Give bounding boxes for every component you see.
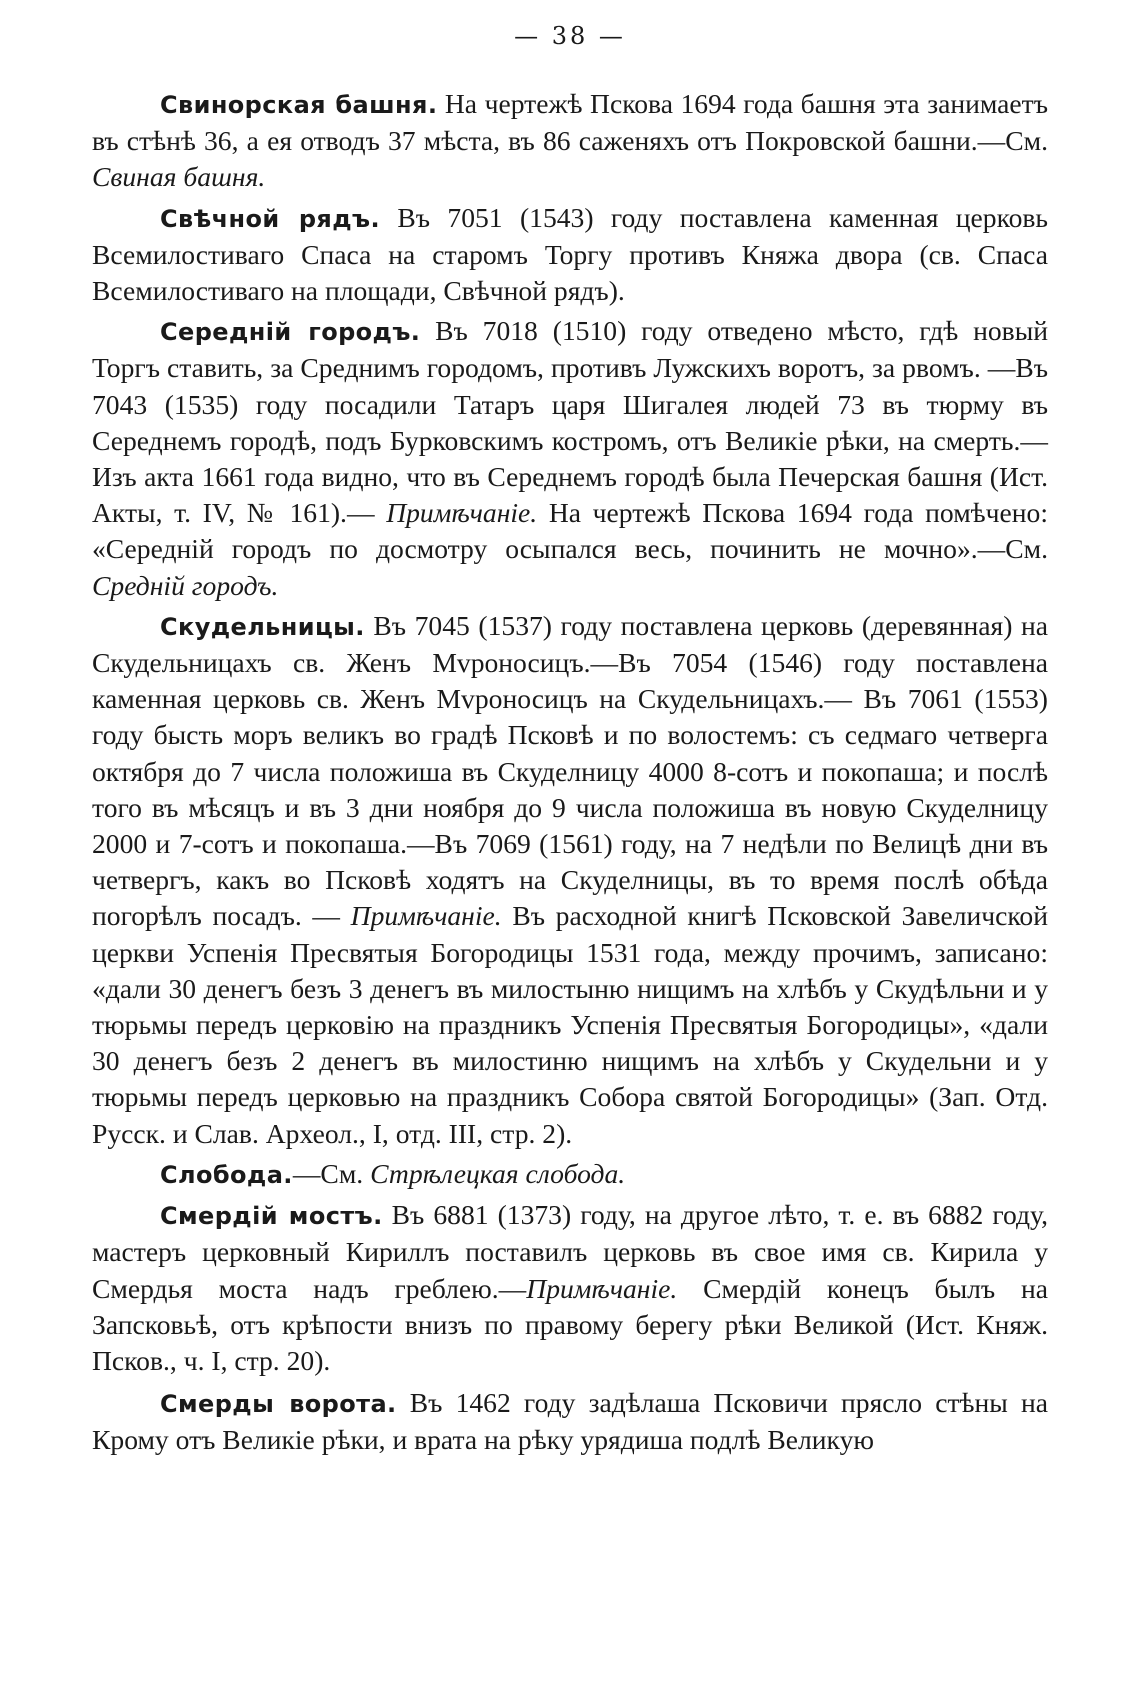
page-number: — 38 — (514, 22, 626, 50)
entry-smerdiy-most (92, 1197, 1048, 1379)
note-label: Примѣчаніе. (526, 1272, 678, 1304)
entry-heading: Скудельницы. (160, 612, 365, 641)
note-label: Примѣчаніе. (350, 900, 502, 932)
cross-reference: Стрѣлецкая слобода. (370, 1157, 626, 1189)
entry-text: Смердій конецъ былъ на Запсковьѣ, отъ крѣпости внизъ по правому берегу рѣки Великой (Ист. Княж. Псков., ч. I, стр. 20). (92, 1272, 1048, 1376)
entry-text: Въ 6881 (1373) году, на другое лѣто, т. е. въ 6882 году, мастеръ церковный Кириллъ поставилъ церковь въ свое имя св. Кирила у Смердья моста надъ греблею.— (92, 1199, 1048, 1304)
entry-smerdy-vorota (92, 1385, 1048, 1458)
entry-seredniy-gorod (92, 313, 1048, 604)
cross-reference: Свиная башня. (92, 161, 266, 193)
entry-heading: Свѣчной рядъ. (160, 204, 380, 233)
cross-reference: Средній городъ. (92, 569, 279, 601)
entry-heading: Свинорская башня. (160, 91, 438, 119)
entry-svechnoy-ryad (92, 200, 1048, 310)
entry-text: На чертежѣ Пскова 1694 года помѣчено: «Середній городъ по досмотру осыпался весь, починить не мочно».—См. (92, 497, 1049, 565)
entry-heading: Середній городъ. (160, 318, 421, 347)
entry-heading: Слобода. (160, 1160, 293, 1189)
entry-sloboda (92, 1156, 1048, 1193)
entry-skudelnitsy (92, 608, 1048, 1152)
entry-text: Въ 1462 году задѣлаша Псковичи прясло стѣны на Крому отъ Великіе рѣки, и врата на рѣку урядиша подлѣ Великую (92, 1387, 1049, 1456)
entry-text: Въ расходной книгѣ Псковской Завеличской церкви Успенія Пресвятыя Богородицы 1531 года, между прочимъ, записано: «дали 30 денегъ безъ 3 денегъ въ милостыню нищимъ на хлѣбъ у Скудѣльни и у тюрьмы передъ церковію на праздникъ Успенія Пресвятыя Богородицы», «дали 30 денегъ безъ 2 денегъ въ милостиню нищимъ на хлѣбъ у Скудельни и у тюрьмы передъ церковью на праздникъ Собора святой Богородицы» (Зап. Отд. Русск. и Слав. Археол., I, отд. III, стр. 2). (92, 900, 1048, 1149)
note-label: Примѣчаніе. (386, 497, 538, 529)
entry-heading: Смерды ворота. (160, 1390, 397, 1419)
entry-text: Въ 7051 (1543) году поставлена каменная церковь Всемилостиваго Спаса на старомъ Торгу противъ Княжа двора (св. Спаса Всемилостиваго на площади, Свѣчной рядъ). (92, 201, 1048, 307)
entry-text: Въ 7045 (1537) году поставлена церковь (деревянная) на Скудельницахъ св. Женъ Мvроносицъ.—Въ 7054 (1546) году поставлена каменная церковь св. Женъ Мvроносицъ на Скудельницахъ.— Въ 7061 (1553) году бысть моръ великъ во градѣ Псковѣ и по волостемъ: съ седмаго четверга октября до 7 числа положиша въ Скуделницу 4000 8-сотъ и покопаша; и послѣ того въ мѣсяцъ и въ 3 дни ноября до 9 числа положиша въ новую Скуделницу 2000 и 7-сотъ и покопаша.—Въ 7069 (1561) году, на 7 недѣли по Велицѣ дни въ четвергъ, какъ во Псковѣ ходятъ на Скуделницы, въ то время послѣ обѣда погорѣлъ посадъ. — (92, 609, 1048, 932)
entry-svinorskaya-bashnya (92, 86, 1048, 196)
entry-text: Въ 7018 (1510) году отведено мѣсто, гдѣ новый Торгъ ставить, за Среднимъ городомъ, противъ Лужскихъ воротъ, за рвомъ. —Въ 7043 (1535) году посадили Татаръ царя Шигалея людей 73 въ тюрму въ Середнемъ городѣ, подъ Бурковскимъ костромъ, отъ Великіе рѣки, на смерть.—Изъ акта 1661 года видно, что въ Середнемъ городѣ была Печерская башня (Ист. Акты, т. IV, № 161).— (92, 315, 1049, 529)
entry-text: На чертежѣ Пскова 1694 года башня эта занимаетъ въ стѣнѣ 36, а ея отводъ 37 мѣста, въ 86 саженяхъ отъ Покровской башни.—См. (92, 88, 1048, 157)
entry-heading: Смердій мостъ. (160, 1202, 383, 1231)
entry-text: —См. (292, 1157, 371, 1189)
